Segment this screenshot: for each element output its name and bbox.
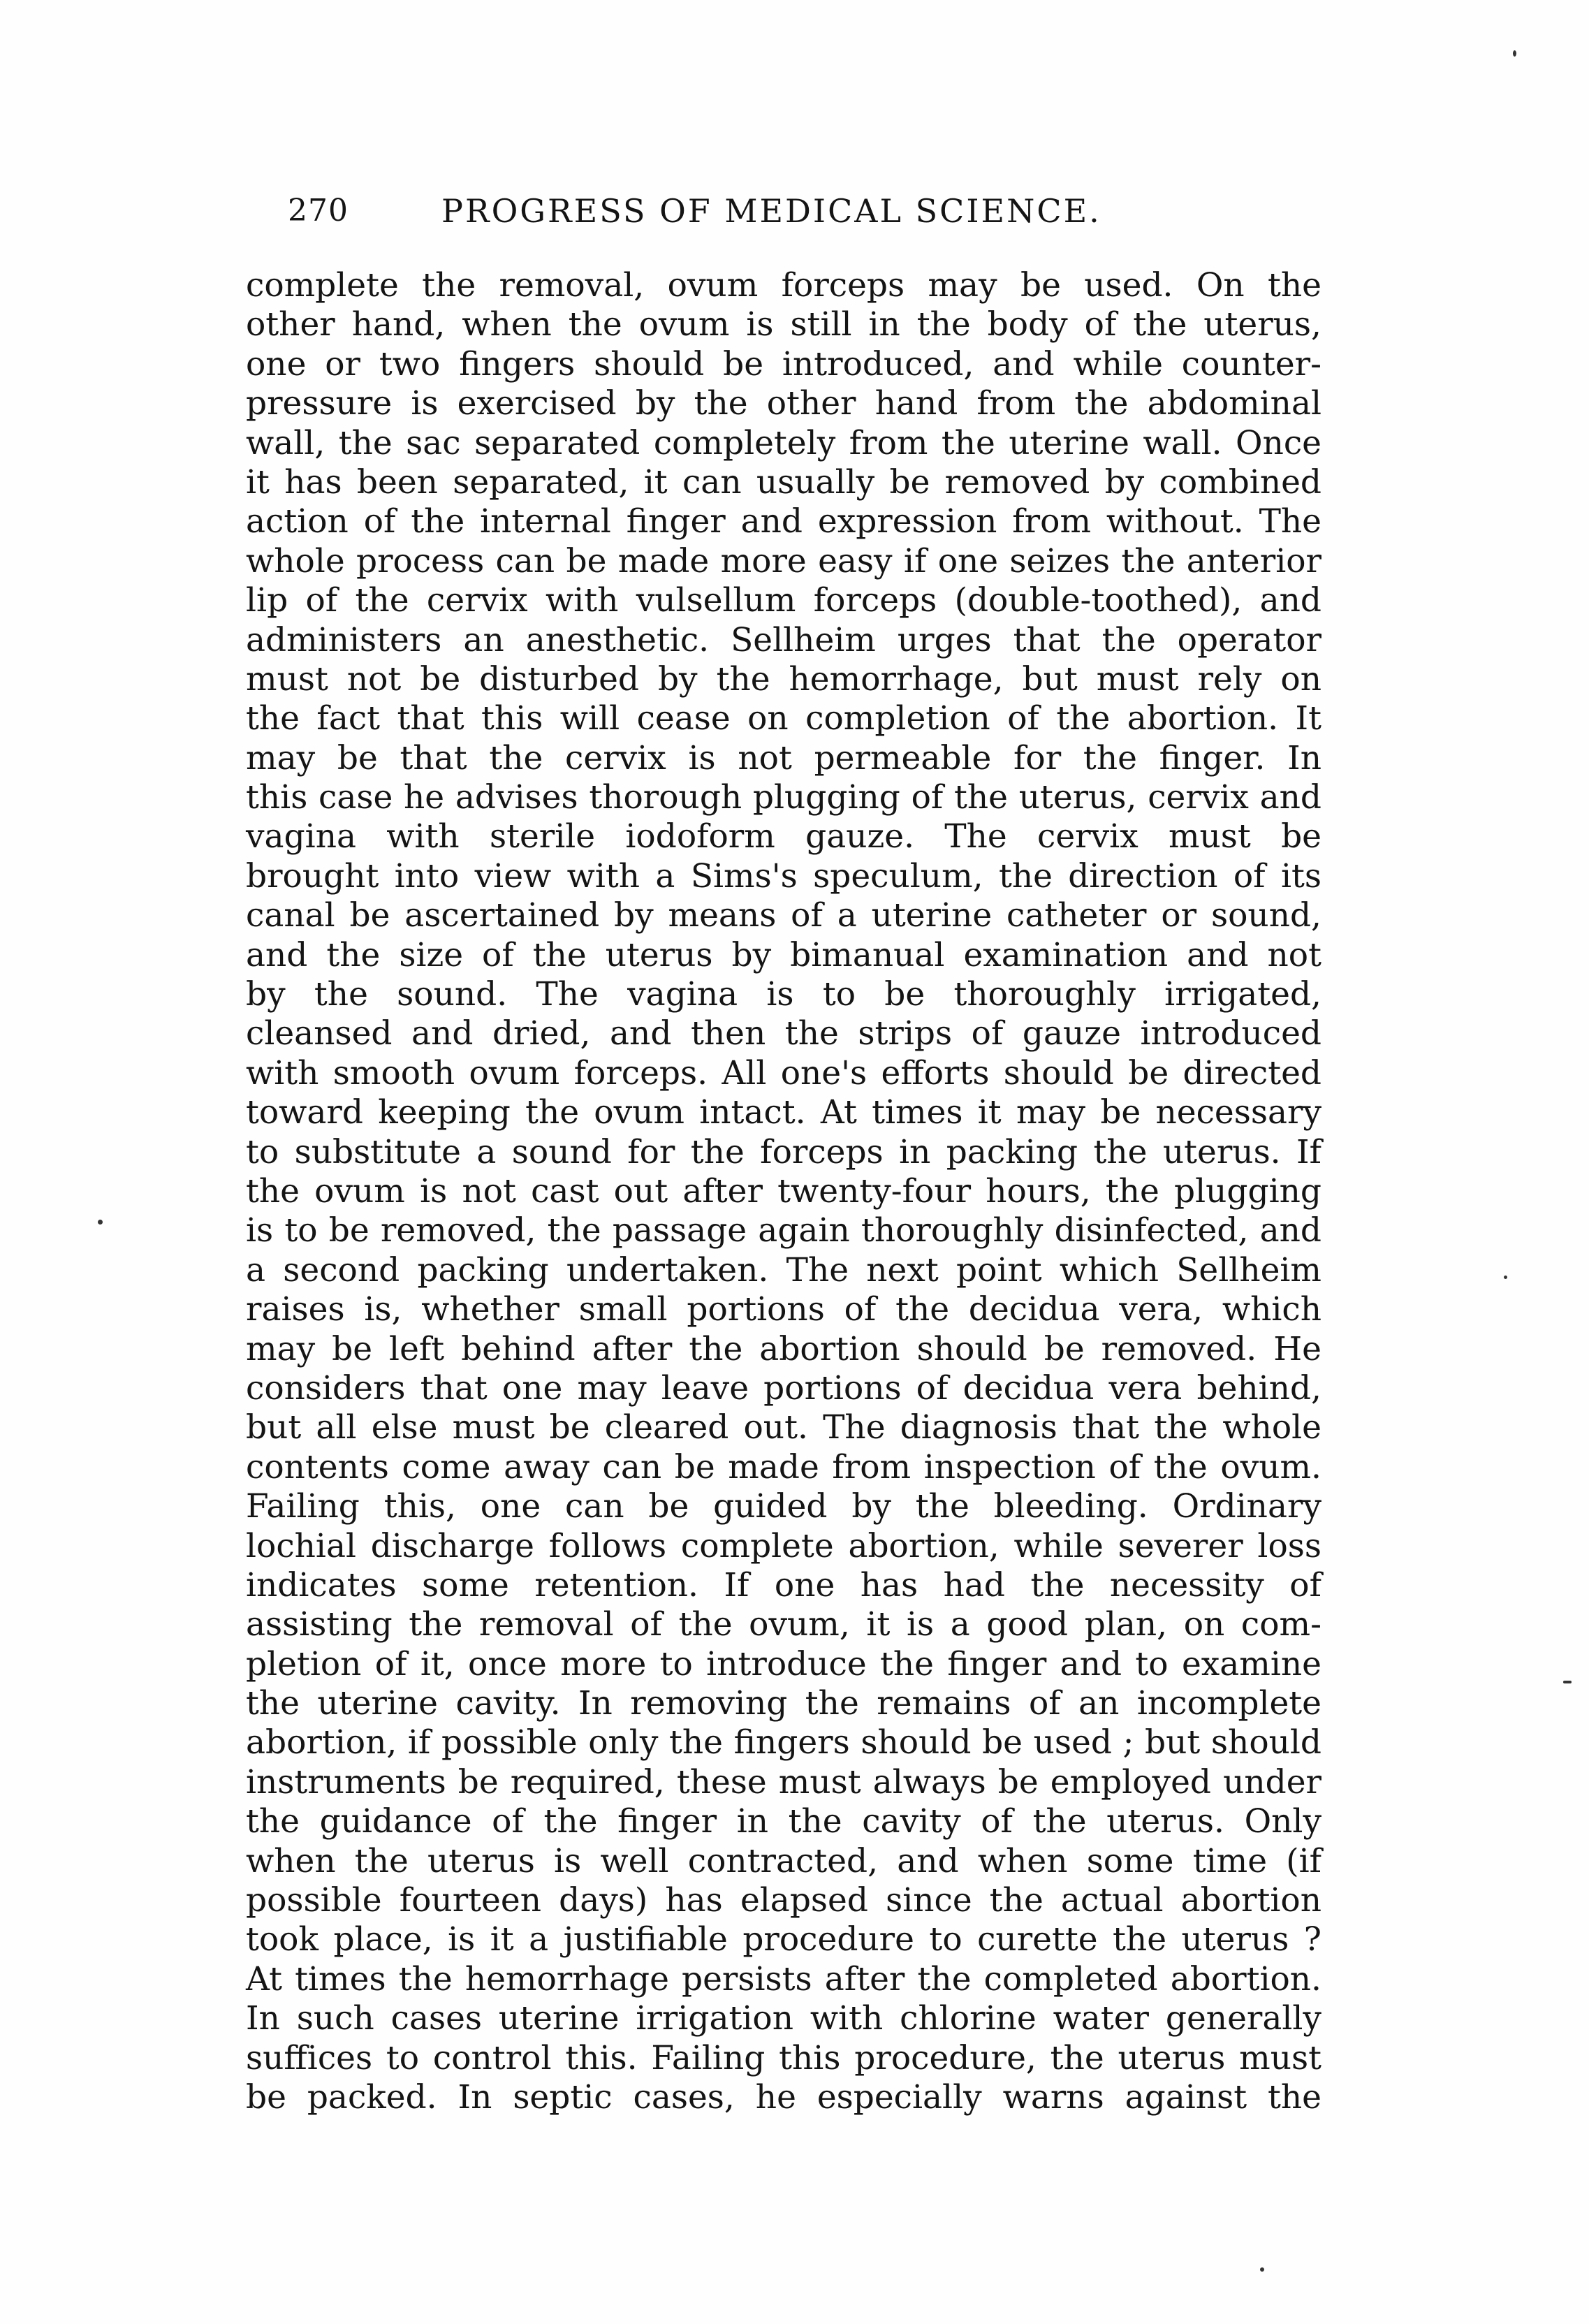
- text-line: be packed. In septic cases, he especially warns against the: [246, 2077, 1321, 2117]
- page-number: 270: [288, 193, 349, 228]
- text-line: toward keeping the ovum intact. At times it may be necessary: [246, 1093, 1321, 1132]
- text-line: may be that the cervix is not permeable for the finger. In: [246, 738, 1321, 777]
- text-line: to substitute a sound for the forceps in packing the uterus. If: [246, 1132, 1321, 1171]
- text-line: whole process can be made more easy if one seizes the anterior: [246, 541, 1321, 580]
- text-line: is to be removed, the passage again thoroughly disinfected, and: [246, 1211, 1321, 1250]
- text-line: At times the hemorrhage persists after the completed abortion.: [246, 1959, 1321, 1998]
- text-line: administers an anesthetic. Sellheim urges that the operator: [246, 620, 1321, 659]
- text-line: action of the internal finger and expression from without. The: [246, 502, 1321, 541]
- text-line: by the sound. The vagina is to be thoroughly irrigated,: [246, 975, 1321, 1014]
- scan-speck: [1513, 50, 1516, 57]
- text-line: a second packing undertaken. The next point which Sellheim: [246, 1250, 1321, 1289]
- text-line: assisting the removal of the ovum, it is a good plan, on com-: [246, 1605, 1321, 1644]
- text-line: raises is, whether small portions of the decidua vera, which: [246, 1290, 1321, 1329]
- text-line: canal be ascertained by means of a uterine catheter or sound,: [246, 896, 1321, 935]
- scan-speck: [1504, 1276, 1507, 1279]
- text-line: the guidance of the finger in the cavity of the uterus. Only: [246, 1802, 1321, 1841]
- text-line: one or two fingers should be introduced, and while counter-: [246, 344, 1321, 383]
- text-line: lochial discharge follows complete abortion, while severer loss: [246, 1526, 1321, 1565]
- running-title: PROGRESS OF MEDICAL SCIENCE.: [441, 192, 1101, 230]
- text-line: the fact that this will cease on completion of the abortion. It: [246, 699, 1321, 738]
- scan-speck: [98, 1220, 103, 1225]
- text-line: contents come away can be made from inspection of the ovum.: [246, 1447, 1321, 1486]
- text-line: complete the removal, ovum forceps may be used. On the: [246, 266, 1321, 305]
- text-line: took place, is it a justifiable procedure to curette the uterus ?: [246, 1920, 1321, 1959]
- text-line: brought into view with a Sims's speculum, the direction of its: [246, 856, 1321, 896]
- text-line: pressure is exercised by the other hand from the abdominal: [246, 384, 1321, 423]
- text-line: abortion, if possible only the fingers should be used ; but should: [246, 1723, 1321, 1762]
- text-line: must not be disturbed by the hemorrhage, but must rely on: [246, 659, 1321, 699]
- text-line: Failing this, one can be guided by the bleeding. Ordinary: [246, 1487, 1321, 1526]
- text-line: other hand, when the ovum is still in the body of the uterus,: [246, 305, 1321, 344]
- scan-speck: [1563, 1681, 1572, 1683]
- text-line: when the uterus is well contracted, and when some time (if: [246, 1841, 1321, 1880]
- text-line: possible fourteen days) has elapsed since the actual abortion: [246, 1881, 1321, 1920]
- text-line: suffices to control this. Failing this procedure, the uterus must: [246, 2038, 1321, 2077]
- text-line: In such cases uterine irrigation with chlorine water generally: [246, 1999, 1321, 2038]
- text-line: pletion of it, once more to introduce the finger and to examine: [246, 1644, 1321, 1683]
- text-line: vagina with sterile iodoform gauze. The cervix must be: [246, 817, 1321, 856]
- text-line: with smooth ovum forceps. All one's efforts should be directed: [246, 1053, 1321, 1092]
- text-line: lip of the cervix with vulsellum forceps (double-toothed), and: [246, 581, 1321, 620]
- body-text: [246, 266, 1321, 2117]
- text-line: and the size of the uterus by bimanual examination and not: [246, 935, 1321, 974]
- text-line: may be left behind after the abortion should be removed. He: [246, 1329, 1321, 1368]
- text-line: wall, the sac separated completely from the uterine wall. Once: [246, 423, 1321, 462]
- text-line: the uterine cavity. In removing the remains of an incomplete: [246, 1684, 1321, 1723]
- text-line: it has been separated, it can usually be removed by combined: [246, 462, 1321, 502]
- text-line: this case he advises thorough plugging of the uterus, cervix and: [246, 778, 1321, 817]
- running-head: [288, 190, 1315, 232]
- text-line: instruments be required, these must always be employed under: [246, 1762, 1321, 1802]
- text-line: but all else must be cleared out. The diagnosis that the whole: [246, 1408, 1321, 1447]
- text-line: indicates some retention. If one has had the necessity of: [246, 1565, 1321, 1605]
- text-line: cleansed and dried, and then the strips of gauze introduced: [246, 1014, 1321, 1053]
- text-line: considers that one may leave portions of decidua vera behind,: [246, 1368, 1321, 1408]
- scan-speck: [1260, 2267, 1264, 2272]
- text-line: the ovum is not cast out after twenty-four hours, the plugging: [246, 1171, 1321, 1211]
